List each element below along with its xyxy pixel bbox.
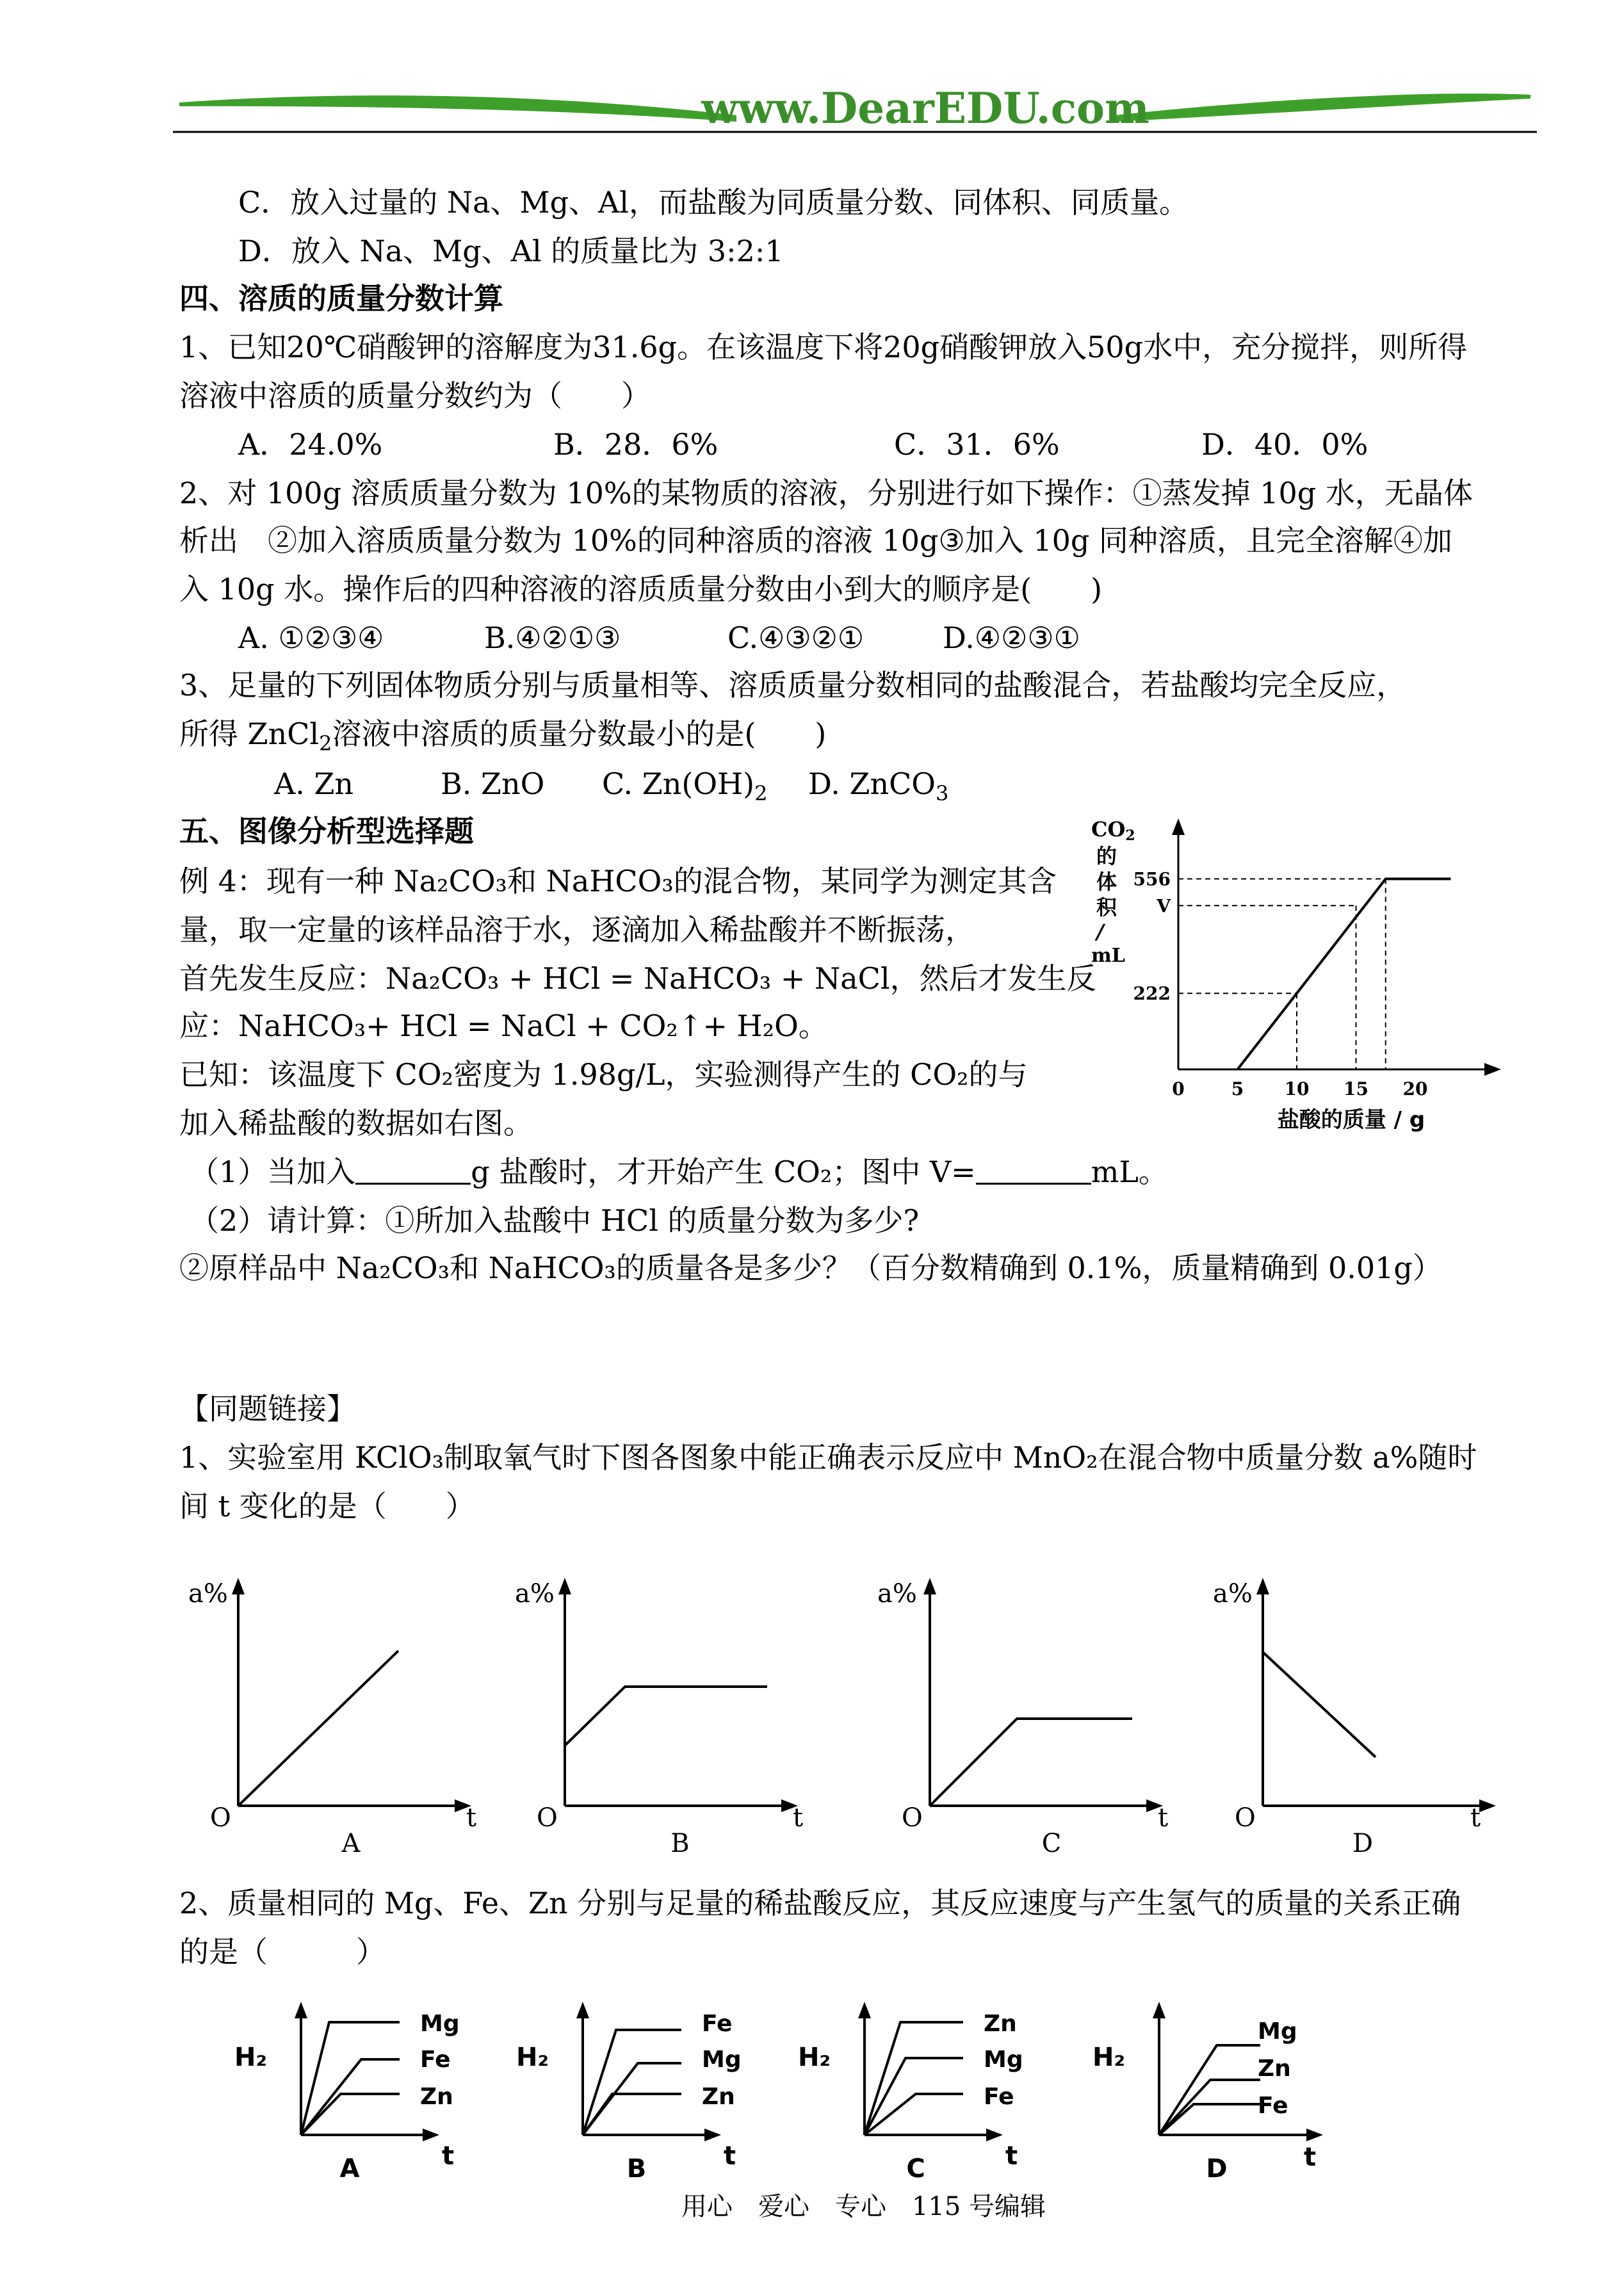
q1-option-b: B．28．6% <box>553 427 719 462</box>
q2-line2: 析出 ②加入溶质质量分数为 10%的同种溶质的溶液 10g③加入 10g 同种溶质，且完全溶解④加 <box>179 523 1452 558</box>
q1-line1: 1、已知20℃硝酸钾的溶解度为31.6g。在该温度下将20g硝酸钾放入50g水中，充分搅拌，则所得 <box>179 330 1468 364</box>
h2-graph-b <box>512 1991 781 2184</box>
h2-a-legend-3: Zn <box>420 2084 453 2110</box>
q2-option-c: C.④③②① <box>727 620 865 655</box>
h2-d-ylabel: H₂ <box>1092 2043 1125 2072</box>
section-5-heading: 五、图像分析型选择题 <box>179 814 474 848</box>
svg-text:CO2: CO2 <box>1091 817 1135 844</box>
h2-a-xlabel: t <box>442 2141 455 2171</box>
h2-c-xlabel: t <box>1005 2141 1018 2171</box>
y-tick-222: 222 <box>1133 983 1171 1005</box>
q2-option-a: A. ①②③④ <box>238 620 384 655</box>
a-percent-graph-a <box>179 1562 499 1870</box>
example-line4: 应：NaHCO₃+ HCl = NaCl + CO₂↑+ H₂O。 <box>179 1009 828 1043</box>
graph-b-ylabel: a% <box>515 1579 555 1609</box>
sub-question-2: （2）请计算：①所加入盐酸中 HCl 的质量分数为多少? <box>190 1203 920 1238</box>
h2-c-legend-3: Fe <box>984 2084 1014 2110</box>
h2-b-legend-2: Mg <box>702 2047 742 2073</box>
svg-text:积: 积 <box>1096 895 1117 920</box>
q1-option-d: D．40．0% <box>1201 427 1368 462</box>
graph-a-origin: O <box>210 1803 231 1833</box>
q2-option-b: B.④②①③ <box>484 620 621 655</box>
link-q2-line2: 的是（ ） <box>179 1934 386 1969</box>
q2-line3: 入 10g 水。操作后的四种溶液的溶质质量分数由小到大的顺序是( ) <box>179 572 1103 606</box>
h2-a-legend-1: Mg <box>420 2011 460 2037</box>
option-c-line: C．放入过量的 Na、Mg、Al，而盐酸为同质量分数、同体积、同质量。 <box>238 185 1189 220</box>
graph-d-ylabel: a% <box>1213 1579 1253 1609</box>
section-4-heading: 四、溶质的质量分数计算 <box>179 281 503 316</box>
h2-graph-d <box>1089 1991 1383 2184</box>
x-tick-15: 15 <box>1344 1078 1368 1099</box>
x-tick-10: 10 <box>1284 1078 1310 1099</box>
q3-line2: 所得 ZnCl$_2$溶液中溶质的质量分数最小的是( ) <box>179 717 827 756</box>
h2-c-panel: C <box>906 2154 925 2184</box>
h2-b-ylabel: H₂ <box>516 2043 549 2072</box>
h2-d-legend-2: Zn <box>1258 2056 1291 2082</box>
h2-c-legend-1: Zn <box>984 2011 1017 2037</box>
h2-graph-a <box>231 1991 499 2184</box>
graph-c-panel: C <box>1041 1829 1062 1858</box>
graph-c-origin: O <box>902 1803 923 1833</box>
h2-a-panel: A <box>339 2154 360 2184</box>
graph-b-origin: O <box>537 1803 558 1833</box>
h2-c-legend-2: Mg <box>984 2047 1023 2073</box>
a-percent-graph-b <box>506 1562 826 1870</box>
h2-d-panel: D <box>1206 2154 1228 2184</box>
related-questions-heading: 【同题链接】 <box>179 1391 356 1426</box>
y-tick-V: V <box>1157 895 1171 917</box>
link-q1-line1: 1、实验室用 KClO₃制取氧气时下图各图象中能正确表示反应中 MnO₂在混合物中质量分数 a%随时 <box>179 1440 1477 1475</box>
co2-series-line <box>1238 879 1451 1069</box>
h2-a-legend-2: Fe <box>420 2047 451 2073</box>
sub-question-1: （1）当加入 g 盐酸时，才开始产生 CO₂；图中 V= mL。 <box>190 1155 1168 1189</box>
graph-a-xlabel: t <box>466 1803 477 1833</box>
example-line2: 量，取一定量的该样品溶于水，逐滴加入稀盐酸并不断振荡， <box>179 912 975 947</box>
sub-question-3: ②原样品中 Na₂CO₃和 NaHCO₃的质量各是多少？（百分数精确到 0.1%，质量精确到 0.01g） <box>179 1251 1442 1285</box>
q2-option-d: D.④②③① <box>943 620 1080 655</box>
logo-text: www.DearEDU.com <box>701 83 1149 133</box>
h2-b-panel: B <box>626 2154 647 2184</box>
example-line5: 已知：该温度下 CO₂密度为 1.98g/L，实验测得产生的 CO₂的与 <box>179 1057 1028 1092</box>
graph-a-line <box>238 1651 398 1806</box>
y-tick-556: 556 <box>1133 868 1171 890</box>
h2-d-legend-3: Fe <box>1258 2093 1288 2119</box>
q3-line1: 3、足量的下列固体物质分别与质量相等、溶质质量分数相同的盐酸混合，若盐酸均完全反应， <box>179 668 1406 702</box>
graph-d-origin: O <box>1235 1803 1256 1833</box>
x-tick-5: 5 <box>1231 1078 1244 1099</box>
example-line1: 例 4：现有一种 Na₂CO₃和 NaHCO₃的混合物，某同学为测定其含 <box>179 864 1057 898</box>
graph-c-line <box>930 1719 1132 1806</box>
graph-d-xlabel: t <box>1470 1803 1481 1833</box>
h2-d-legend-1: Mg <box>1258 2018 1297 2045</box>
q2-line1: 2、对 100g 溶质质量分数为 10%的某物质的溶液，分别进行如下操作：①蒸发掉 10g 水，无晶体 <box>179 476 1473 510</box>
h2-d-xlabel: t <box>1304 2143 1317 2172</box>
a-percent-graph-c <box>871 1562 1191 1870</box>
header-logo <box>173 77 1537 141</box>
h2-b-xlabel: t <box>724 2141 736 2171</box>
graph-d-line <box>1263 1652 1376 1757</box>
link-q2-line1: 2、质量相同的 Mg、Fe、Zn 分别与足量的稀盐酸反应，其反应速度与产生氢气的质量的关系正确 <box>179 1886 1461 1920</box>
y-axis-arrow <box>1172 818 1185 835</box>
q3-option-a: A. Zn <box>274 766 354 801</box>
graph-b-xlabel: t <box>793 1803 804 1833</box>
example-line3: 首先发生反应：Na₂CO₃ + HCl = NaHCO₃ + NaCl，然后才发生反 <box>179 961 1096 996</box>
x-axis-title: 盐酸的质量 / g <box>1277 1107 1425 1133</box>
q1-option-c: C．31．6% <box>894 427 1060 462</box>
q1-line2: 溶液中溶质的质量分数约为（ ） <box>179 378 651 413</box>
a-percent-graph-d <box>1204 1562 1524 1870</box>
graph-c-xlabel: t <box>1158 1803 1169 1833</box>
h2-c-ylabel: H₂ <box>798 2043 831 2072</box>
y-axis-label-stack <box>1091 817 1135 967</box>
graph-c-ylabel: a% <box>877 1579 917 1609</box>
link-q1-line2: 间 t 变化的是（ ） <box>179 1489 475 1523</box>
h2-a-ylabel: H₂ <box>234 2043 267 2072</box>
option-d-line: D．放入 Na、Mg、Al 的质量比为 3:2:1 <box>238 234 784 268</box>
answer-blank-1[interactable] <box>355 1157 471 1185</box>
q3-option-b: B. ZnO <box>441 766 545 801</box>
q3-option-d: D. ZnCO$_3$ <box>808 766 949 806</box>
svg-text:的: 的 <box>1096 844 1117 868</box>
graph-d-panel: D <box>1352 1829 1374 1858</box>
co2-volume-chart <box>1082 813 1543 1146</box>
graph-a-ylabel: a% <box>188 1579 228 1609</box>
graph-b-panel: B <box>670 1829 690 1858</box>
graph-a-panel: A <box>341 1829 361 1858</box>
svg-text:体: 体 <box>1096 870 1117 894</box>
page-footer: 用心 爱心 专心 115 号编辑 <box>681 2192 1046 2221</box>
h2-graph-c <box>794 1991 1063 2184</box>
svg-text:/: / <box>1096 920 1104 944</box>
answer-blank-2[interactable] <box>976 1157 1091 1185</box>
example-line6: 加入稀盐酸的数据如右图。 <box>179 1106 533 1140</box>
x-axis-arrow <box>1484 1063 1501 1076</box>
h2-b-legend-3: Zn <box>702 2084 735 2110</box>
x-tick-0: 0 <box>1172 1078 1185 1099</box>
h2-b-legend-1: Fe <box>702 2011 733 2037</box>
graph-b-line <box>565 1687 767 1746</box>
svg-text:mL: mL <box>1091 945 1125 967</box>
q1-option-a: A．24.0% <box>238 427 383 462</box>
q3-option-c: C. $Zn(OH)_2$ <box>602 766 768 806</box>
x-tick-20: 20 <box>1402 1078 1428 1099</box>
